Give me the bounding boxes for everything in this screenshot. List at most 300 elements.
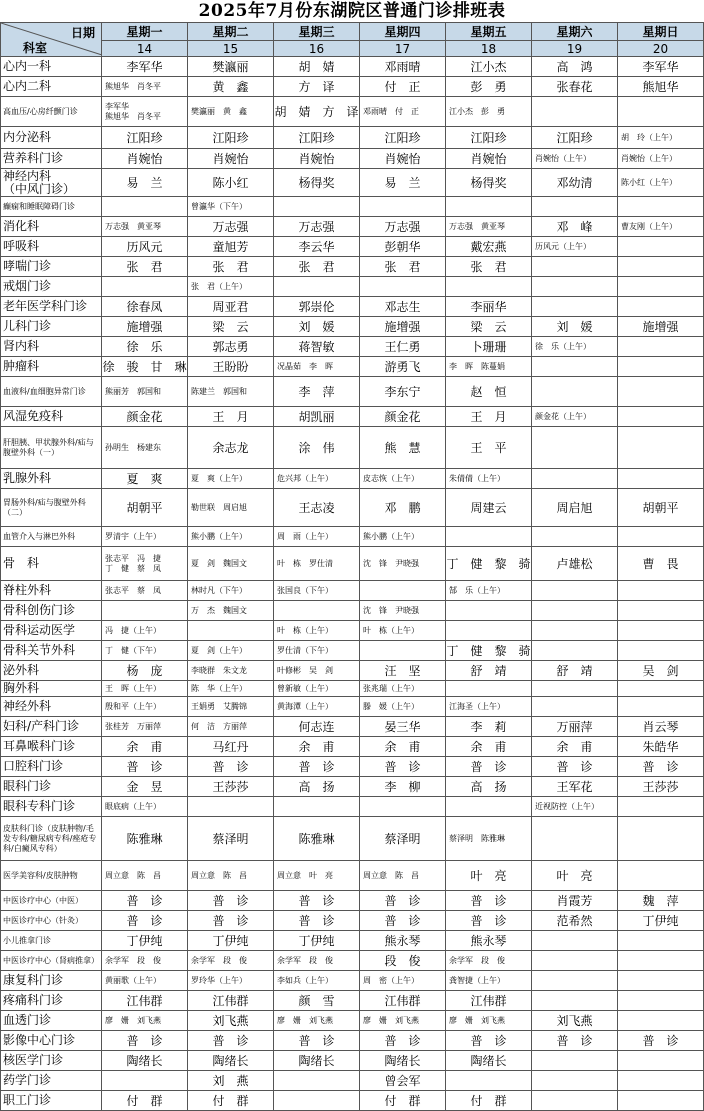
doctor-cell: 陈小红（上午） [618, 169, 704, 197]
date-header: 18 [446, 41, 532, 57]
doctor-cell: 段 俊 [360, 951, 446, 971]
doctor-cell [188, 621, 274, 641]
department-cell: 血透门诊 [1, 1011, 102, 1031]
doctor-cell: 胡凯丽 [274, 407, 360, 427]
doctor-cell: 叶 栋（上午） [360, 621, 446, 641]
doctor-cell [618, 971, 704, 991]
schedule-row [1, 757, 704, 777]
doctor-cell: 邓雨晴 [360, 57, 446, 77]
schedule-row [1, 1091, 704, 1111]
doctor-cell: 江阳珍 [188, 127, 274, 149]
doctor-cell [532, 1091, 618, 1111]
doctor-cell: 张 君 [188, 257, 274, 277]
doctor-cell: 李 莉 [446, 717, 532, 737]
department-cell: 胸外科 [1, 681, 102, 697]
doctor-cell [618, 427, 704, 469]
doctor-cell [446, 601, 532, 621]
doctor-cell: 普 诊 [102, 911, 188, 931]
doctor-cell: 普 诊 [618, 757, 704, 777]
weekday-header: 星期六 [532, 23, 618, 41]
doctor-cell: 高 扬 [274, 777, 360, 797]
doctor-cell: 张志平 冯 捷 丁 健 蔡 凤 [102, 547, 188, 581]
weekday-header: 星期三 [274, 23, 360, 41]
doctor-cell: 张春花 [532, 77, 618, 97]
doctor-cell [532, 427, 618, 469]
doctor-cell: 徐 骏 甘 琳 [102, 357, 188, 377]
schedule-row [1, 257, 704, 277]
department-cell: 肝胆胰、甲状腺外科/疝与腹壁外科（一） [1, 427, 102, 469]
doctor-cell: 邓志生 [360, 297, 446, 317]
doctor-cell: 罗仕清（下午） [274, 641, 360, 661]
doctor-cell: 郜 乐（上午） [446, 581, 532, 601]
doctor-cell: 余 甫 [532, 737, 618, 757]
doctor-cell: 卢雄松 [532, 547, 618, 581]
doctor-cell: 肖霞芳 [532, 891, 618, 911]
department-cell: 中医诊疗中心（肾病推拿） [1, 951, 102, 971]
weekday-header: 星期五 [446, 23, 532, 41]
doctor-cell: 普 诊 [274, 757, 360, 777]
department-cell: 胃肠外科/疝与腹壁外科（二） [1, 489, 102, 527]
doctor-cell: 江小杰 彭 勇 [446, 97, 532, 127]
doctor-cell: 卜珊珊 [446, 337, 532, 357]
doctor-cell [618, 469, 704, 489]
doctor-cell: 普 诊 [360, 1031, 446, 1051]
page-title: 2025年7月份东湖院区普通门诊排班表 [198, 1, 506, 21]
doctor-cell [360, 197, 446, 217]
schedule-table [0, 22, 704, 1111]
schedule-row [1, 217, 704, 237]
doctor-cell [360, 277, 446, 297]
department-cell: 康复科门诊 [1, 971, 102, 991]
doctor-cell: 余志龙 [188, 427, 274, 469]
department-cell: 肿瘤科 [1, 357, 102, 377]
doctor-cell: 普 诊 [102, 891, 188, 911]
doctor-cell: 王仁勇 [360, 337, 446, 357]
doctor-cell [618, 951, 704, 971]
doctor-cell: 黄 鑫 [188, 77, 274, 97]
department-cell: 血管介入与淋巴外科 [1, 527, 102, 547]
doctor-cell: 胡朝平 [618, 489, 704, 527]
department-cell: 骨 科 [1, 547, 102, 581]
doctor-cell: 肖婉怡 [102, 149, 188, 169]
doctor-cell [532, 97, 618, 127]
doctor-cell: 肖婉怡 [446, 149, 532, 169]
doctor-cell: 普 诊 [274, 891, 360, 911]
department-cell: 泌外科 [1, 661, 102, 681]
doctor-cell [446, 277, 532, 297]
doctor-cell: 童旭芳 [188, 237, 274, 257]
doctor-cell [532, 257, 618, 277]
department-cell: 眼科专科门诊 [1, 797, 102, 817]
doctor-cell: 邓雨晴 付 正 [360, 97, 446, 127]
doctor-cell: 王莎莎 [618, 777, 704, 797]
doctor-cell: 高 扬 [446, 777, 532, 797]
corner-header-cell [1, 23, 102, 57]
doctor-cell: 熊永琴 [360, 931, 446, 951]
doctor-cell: 王 月 [446, 407, 532, 427]
doctor-cell: 危兴邦（上午） [274, 469, 360, 489]
schedule-row [1, 931, 704, 951]
doctor-cell: 普 诊 [188, 757, 274, 777]
doctor-cell: 余学军 段 俊 [274, 951, 360, 971]
doctor-cell: 刘 燕 [188, 1071, 274, 1091]
doctor-cell [618, 1091, 704, 1111]
schedule-row [1, 357, 704, 377]
doctor-cell: 皮志恢（上午） [360, 469, 446, 489]
doctor-cell: 刘飞燕 [532, 1011, 618, 1031]
doctor-cell: 况晶茹 李 晖 [274, 357, 360, 377]
doctor-cell [618, 277, 704, 297]
schedule-row [1, 127, 704, 149]
doctor-cell: 张 君（上午） [188, 277, 274, 297]
doctor-cell: 汪 坚 [360, 661, 446, 681]
schedule-row [1, 971, 704, 991]
doctor-cell: 周亚君 [188, 297, 274, 317]
doctor-cell [532, 601, 618, 621]
doctor-cell: 丁伊纯 [102, 931, 188, 951]
doctor-cell: 普 诊 [446, 757, 532, 777]
doctor-cell: 游勇飞 [360, 357, 446, 377]
doctor-cell: 江伟群 [102, 991, 188, 1011]
doctor-cell [274, 601, 360, 621]
doctor-cell [532, 641, 618, 661]
doctor-cell: 蔡泽明 陈雅琳 [446, 817, 532, 861]
doctor-cell: 郭崇伦 [274, 297, 360, 317]
doctor-cell: 肖云琴 [618, 717, 704, 737]
doctor-cell [618, 931, 704, 951]
doctor-cell: 夏 剑（上午） [188, 641, 274, 661]
doctor-cell: 胡 婧 [274, 57, 360, 77]
doctor-cell [102, 601, 188, 621]
schedule-row [1, 237, 704, 257]
department-cell: 心内二科 [1, 77, 102, 97]
schedule-row [1, 377, 704, 407]
department-cell: 儿科门诊 [1, 317, 102, 337]
doctor-cell: 陈建兰 郭国和 [188, 377, 274, 407]
doctor-cell: 梁 云 [446, 317, 532, 337]
schedule-row [1, 297, 704, 317]
doctor-cell: 颜 雪 [274, 991, 360, 1011]
doctor-cell: 徐春凤 [102, 297, 188, 317]
doctor-cell [618, 681, 704, 697]
department-cell: 血液科/血细胞异常门诊 [1, 377, 102, 407]
doctor-cell: 江阳珍 [360, 127, 446, 149]
doctor-cell [360, 581, 446, 601]
doctor-cell [274, 1091, 360, 1111]
schedule-row [1, 169, 704, 197]
department-cell: 皮肤科门诊（皮肤肿物/毛发专科/糖尿病专科/痤疮专科/白癜风专科） [1, 817, 102, 861]
doctor-cell [532, 697, 618, 717]
schedule-row [1, 489, 704, 527]
doctor-cell: 王娟勇 艾腾锦 [188, 697, 274, 717]
doctor-cell [618, 237, 704, 257]
doctor-cell: 李 萍 [274, 377, 360, 407]
doctor-cell: 罗玲华（上午） [188, 971, 274, 991]
department-cell: 戒烟门诊 [1, 277, 102, 297]
doctor-cell: 黄丽歌（上午） [102, 971, 188, 991]
doctor-cell: 张 君 [446, 257, 532, 277]
doctor-cell: 张兆瑞（上午） [360, 681, 446, 697]
doctor-cell: 胡朝平 [102, 489, 188, 527]
doctor-cell: 胡 婧 方 译 [274, 97, 360, 127]
department-cell: 核医学门诊 [1, 1051, 102, 1071]
doctor-cell: 张国良（下午） [274, 581, 360, 601]
doctor-cell: 胡 玲（上午） [618, 127, 704, 149]
doctor-cell [532, 817, 618, 861]
doctor-cell: 徐 乐（上午） [532, 337, 618, 357]
doctor-cell: 李军华 [618, 57, 704, 77]
doctor-cell: 邓幼清 [532, 169, 618, 197]
doctor-cell: 曹 畏 [618, 547, 704, 581]
doctor-cell: 江伟群 [360, 991, 446, 1011]
schedule-row [1, 407, 704, 427]
doctor-cell: 张 君 [102, 257, 188, 277]
department-cell: 中医诊疗中心（针灸） [1, 911, 102, 931]
doctor-cell: 郭志勇 [188, 337, 274, 357]
doctor-cell: 廖 姗 刘飞燕 [274, 1011, 360, 1031]
schedule-row [1, 797, 704, 817]
doctor-cell: 刘 媛 [274, 317, 360, 337]
doctor-cell: 普 诊 [532, 757, 618, 777]
doctor-cell: 陶绪长 [102, 1051, 188, 1071]
doctor-cell: 余 甫 [274, 737, 360, 757]
doctor-cell: 陈雅琳 [274, 817, 360, 861]
doctor-cell: 蔡泽明 [188, 817, 274, 861]
doctor-cell: 周立意 陈 昌 [188, 861, 274, 891]
date-header: 15 [188, 41, 274, 57]
department-cell: 骨科运动医学 [1, 621, 102, 641]
department-cell: 内分泌科 [1, 127, 102, 149]
doctor-cell: 李 晖 陈蔓娟 [446, 357, 532, 377]
doctor-cell: 戴宏燕 [446, 237, 532, 257]
doctor-cell: 刘 媛 [532, 317, 618, 337]
doctor-cell: 熊丽芳 郭国和 [102, 377, 188, 407]
doctor-cell: 王 晖（上午） [102, 681, 188, 697]
department-cell: 药学门诊 [1, 1071, 102, 1091]
doctor-cell [618, 991, 704, 1011]
department-cell: 消化科 [1, 217, 102, 237]
doctor-cell: 叶修彬 吴 剑 [274, 661, 360, 681]
doctor-cell: 刘飞燕 [188, 1011, 274, 1031]
doctor-cell: 余学军 段 俊 [188, 951, 274, 971]
doctor-cell: 蒋智敏 [274, 337, 360, 357]
doctor-cell: 普 诊 [360, 911, 446, 931]
doctor-cell [618, 527, 704, 547]
schedule-row [1, 149, 704, 169]
schedule-row [1, 697, 704, 717]
doctor-cell: 涂 伟 [274, 427, 360, 469]
department-cell: 肾内科 [1, 337, 102, 357]
schedule-body [1, 57, 704, 1111]
schedule-row [1, 1051, 704, 1071]
doctor-cell [188, 797, 274, 817]
doctor-cell: 龚智捷（上午） [446, 971, 532, 991]
department-cell: 疼痛科门诊 [1, 991, 102, 1011]
schedule-row [1, 581, 704, 601]
department-cell: 耳鼻喉科门诊 [1, 737, 102, 757]
doctor-cell: 舒 靖 [532, 661, 618, 681]
doctor-cell: 万丽萍 [532, 717, 618, 737]
doctor-cell: 周启旭 [532, 489, 618, 527]
department-cell: 营养科门诊 [1, 149, 102, 169]
doctor-cell: 普 诊 [446, 1031, 532, 1051]
doctor-cell [618, 377, 704, 407]
doctor-cell: 杨 庞 [102, 661, 188, 681]
doctor-cell [274, 277, 360, 297]
doctor-cell: 曾瀛华（下午） [188, 197, 274, 217]
doctor-cell: 夏 爽（上午） [188, 469, 274, 489]
doctor-cell: 陶绪长 [274, 1051, 360, 1071]
department-cell: 妇科/产科门诊 [1, 717, 102, 737]
doctor-cell: 肖婉怡（上午） [618, 149, 704, 169]
department-cell: 神经内科 （中风门诊） [1, 169, 102, 197]
doctor-cell: 颜金花 [360, 407, 446, 427]
schedule-row [1, 427, 704, 469]
doctor-cell: 高 鸿 [532, 57, 618, 77]
date-header: 16 [274, 41, 360, 57]
doctor-cell [532, 377, 618, 407]
doctor-cell: 梁 云 [188, 317, 274, 337]
doctor-cell: 熊 慧 [360, 427, 446, 469]
schedule-row [1, 1011, 704, 1031]
doctor-cell: 张桂芳 万丽萍 [102, 717, 188, 737]
doctor-cell: 易 兰 [102, 169, 188, 197]
doctor-cell: 周立意 陈 昌 [102, 861, 188, 891]
doctor-cell [532, 581, 618, 601]
schedule-row [1, 777, 704, 797]
doctor-cell [618, 817, 704, 861]
doctor-cell: 勒世联 周启旭 [188, 489, 274, 527]
date-header: 19 [532, 41, 618, 57]
doctor-cell [446, 621, 532, 641]
schedule-row [1, 621, 704, 641]
doctor-cell [446, 527, 532, 547]
department-cell: 老年医学科门诊 [1, 297, 102, 317]
doctor-cell: 邓 峰 [532, 217, 618, 237]
doctor-cell [532, 971, 618, 991]
department-cell: 风湿免疫科 [1, 407, 102, 427]
doctor-cell: 周立意 陈 昌 [360, 861, 446, 891]
doctor-cell: 彭 勇 [446, 77, 532, 97]
doctor-cell [618, 337, 704, 357]
doctor-cell: 普 诊 [360, 757, 446, 777]
doctor-cell: 余 甫 [360, 737, 446, 757]
schedule-row [1, 547, 704, 581]
doctor-cell: 王盼盼 [188, 357, 274, 377]
doctor-cell: 周建云 [446, 489, 532, 527]
department-cell: 癫痫和睡眠障碍门诊 [1, 197, 102, 217]
department-cell: 脊柱外科 [1, 581, 102, 601]
doctor-cell [532, 931, 618, 951]
doctor-cell: 江伟群 [446, 991, 532, 1011]
doctor-cell: 滕 媛（上午） [360, 697, 446, 717]
doctor-cell: 李如兵（上午） [274, 971, 360, 991]
doctor-cell: 殷和平（上午） [102, 697, 188, 717]
doctor-cell: 万志强 [274, 217, 360, 237]
doctor-cell [618, 1071, 704, 1091]
doctor-cell: 熊旭华 肖冬平 [102, 77, 188, 97]
department-cell: 骨科关节外科 [1, 641, 102, 661]
schedule-row [1, 951, 704, 971]
doctor-cell: 付 群 [102, 1091, 188, 1111]
doctor-cell: 王志凌 [274, 489, 360, 527]
doctor-cell: 陶绪长 [360, 1051, 446, 1071]
doctor-cell [532, 991, 618, 1011]
schedule-row [1, 197, 704, 217]
doctor-cell: 李东宁 [360, 377, 446, 407]
date-header-row [1, 41, 704, 57]
doctor-cell [274, 197, 360, 217]
doctor-cell [618, 357, 704, 377]
doctor-cell: 余 甫 [102, 737, 188, 757]
doctor-cell: 林时凡（下午） [188, 581, 274, 601]
doctor-cell: 叶 亮 [532, 861, 618, 891]
doctor-cell: 余学军 段 俊 [102, 951, 188, 971]
doctor-cell: 冯 捷（上午） [102, 621, 188, 641]
doctor-cell: 沈 锋 尹晓强 [360, 547, 446, 581]
doctor-cell [532, 1051, 618, 1071]
department-cell: 医学美容科/皮肤肿物 [1, 861, 102, 891]
doctor-cell: 叶 栋（上午） [274, 621, 360, 641]
doctor-cell: 张 君 [274, 257, 360, 277]
doctor-cell: 何志连 [274, 717, 360, 737]
doctor-cell: 晏三华 [360, 717, 446, 737]
doctor-cell [102, 277, 188, 297]
doctor-cell: 丁 健（下午） [102, 641, 188, 661]
schedule-row [1, 317, 704, 337]
department-cell: 影像中心门诊 [1, 1031, 102, 1051]
doctor-cell: 万志强 黄亚琴 [102, 217, 188, 237]
doctor-cell: 江伟群 [188, 991, 274, 1011]
doctor-cell [618, 697, 704, 717]
doctor-cell [360, 641, 446, 661]
doctor-cell: 李 柳 [360, 777, 446, 797]
doctor-cell: 颜金花（上午） [532, 407, 618, 427]
doctor-cell: 陈雅琳 [102, 817, 188, 861]
doctor-cell: 陈小红 [188, 169, 274, 197]
schedule-row [1, 337, 704, 357]
doctor-cell: 周立意 叶 亮 [274, 861, 360, 891]
doctor-cell: 李军华 熊旭华 肖冬平 [102, 97, 188, 127]
doctor-cell: 叶 栋 罗仕清 [274, 547, 360, 581]
doctor-cell: 黄海潭（上午） [274, 697, 360, 717]
doctor-cell: 舒 靖 [446, 661, 532, 681]
department-cell: 骨科创伤门诊 [1, 601, 102, 621]
schedule-row [1, 601, 704, 621]
doctor-cell [532, 297, 618, 317]
doctor-cell: 夏 剑 魏国文 [188, 547, 274, 581]
doctor-cell: 夏 爽 [102, 469, 188, 489]
doctor-cell: 金 昱 [102, 777, 188, 797]
department-cell: 乳腺外科 [1, 469, 102, 489]
doctor-cell: 李晓群 朱文龙 [188, 661, 274, 681]
doctor-cell: 陶绪长 [188, 1051, 274, 1071]
department-cell: 呼吸科 [1, 237, 102, 257]
doctor-cell: 朱皓华 [618, 737, 704, 757]
doctor-cell: 罗清宇（上午） [102, 527, 188, 547]
doctor-cell: 叶 亮 [446, 861, 532, 891]
doctor-cell [618, 257, 704, 277]
department-cell: 中医诊疗中心（中医） [1, 891, 102, 911]
doctor-cell [618, 97, 704, 127]
doctor-cell: 李丽华 [446, 297, 532, 317]
doctor-cell: 孙明生 杨建东 [102, 427, 188, 469]
doctor-cell [618, 1011, 704, 1031]
doctor-cell: 沈 锋 尹晓强 [360, 601, 446, 621]
doctor-cell: 邓 鹏 [360, 489, 446, 527]
department-cell: 小儿推拿门诊 [1, 931, 102, 951]
doctor-cell: 陈 华（上午） [188, 681, 274, 697]
